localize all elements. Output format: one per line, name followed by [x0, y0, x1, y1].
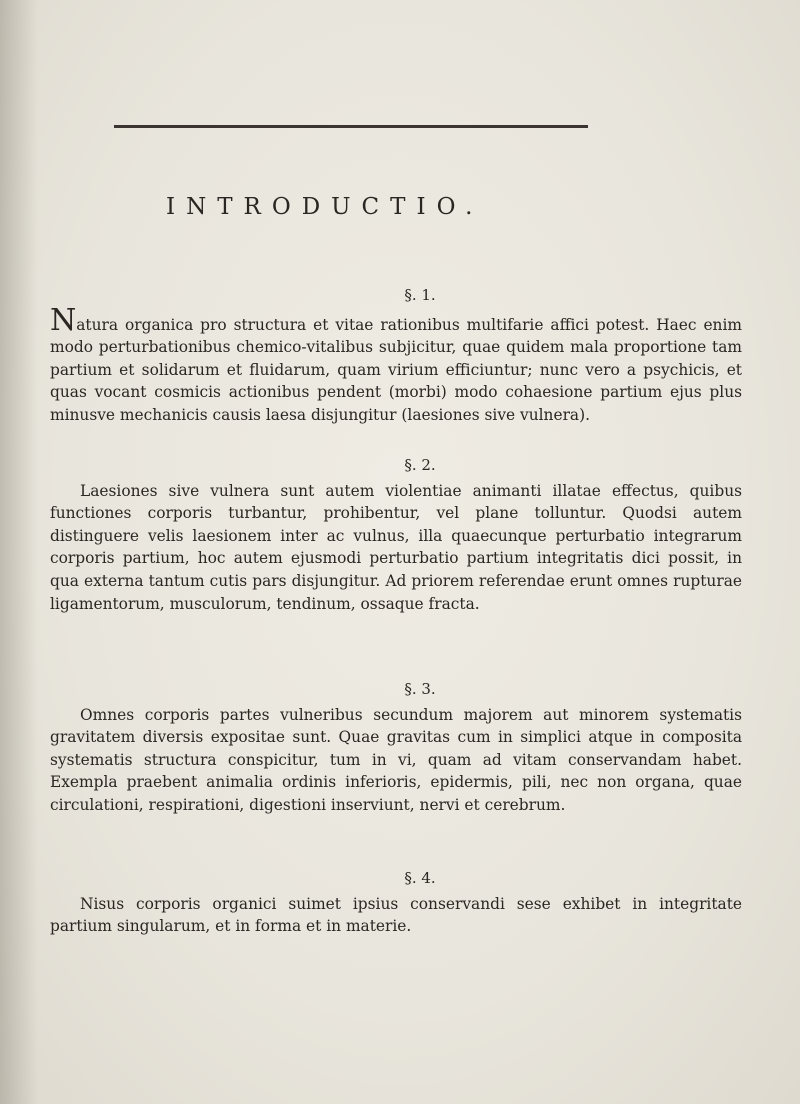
section-text: Laesiones sive vulnera sunt autem violentiae animanti illatae effectus, quibus functiones corporis turbantur, prohibentur, vel plane tolluntur. Quodsi autem distinguere velis laesionem inter ac vulnus, illa quaecunque perturbatio integrarum corporis partium, hoc autem ejusmodi perturbatio partium integritatis dici possit, in qua externa tantum cutis pars disjungitur. Ad priorem referendae erunt omnes rupturae ligamentorum, musculorum, tendinum, ossaque fracta. — [50, 481, 742, 613]
page-title: INTRODUCTIO. — [166, 194, 484, 220]
section-number: §. 3. — [404, 680, 436, 698]
section-text: Omnes corporis partes vulneribus secundum majorem aut minorem systematis gravitatem diversis expositae sunt. Quae gravitas cum in simplici atque in composita systematis structura conspicitur, tum in vi, quam ad vitam conservandam habet. Exempla praebent animalia ordinis inferioris, epidermis, pili, nec non organa, quae circulationi, respirationi, digestioni inserviunt, nervi et cerebrum. — [50, 705, 742, 814]
section-1 — [50, 284, 742, 427]
section-paragraph — [50, 302, 742, 427]
section-number: §. 4. — [404, 869, 436, 887]
section-3 — [50, 678, 742, 817]
section-2 — [50, 454, 742, 615]
section-4 — [50, 867, 742, 938]
drop-cap: N — [50, 302, 77, 338]
page-edge-shadow — [0, 0, 38, 1104]
section-text: atura organica pro structura et vitae rationibus multifarie affici potest. Haec enim modo perturbationibus chemico-vitalibus subjicitur, quae quidem mala proportione tam partium et solidarum et fluidarum, quam virium efficiuntur; nunc vero a psychicis, et quas vocant cosmicis actionibus pendent (morbi) modo cohaesione partium ejus plus minusve mechanicis causis laesa disjungitur (laesiones sive vulnera). — [50, 315, 742, 424]
section-number: §. 1. — [404, 286, 436, 304]
section-number: §. 2. — [404, 456, 436, 474]
header-rule — [114, 125, 588, 128]
section-text: Nisus corporis organici suimet ipsius conservandi sese exhibet in integritate partium singularum, et in forma et in materie. — [50, 894, 742, 936]
